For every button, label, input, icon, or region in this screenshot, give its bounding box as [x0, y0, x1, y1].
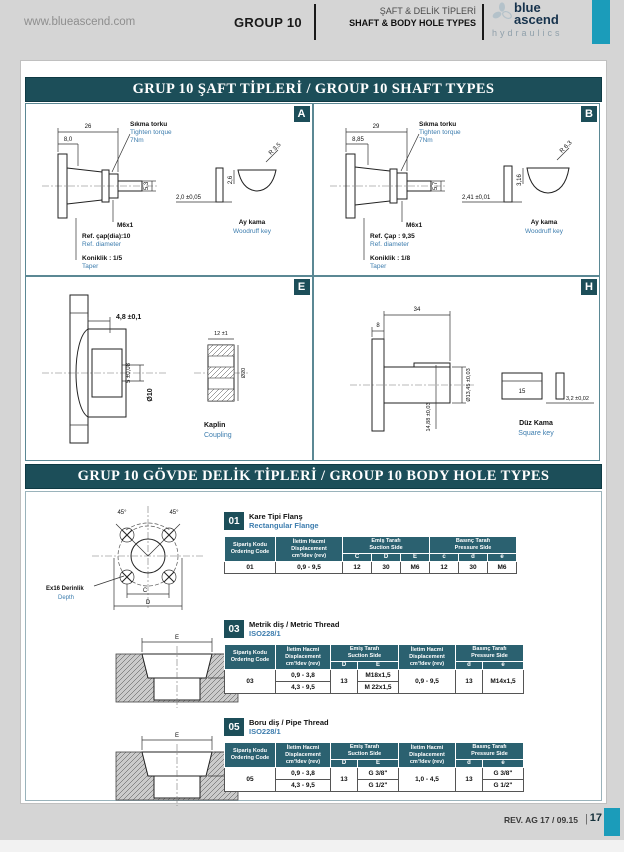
taper-label-en: Taper	[82, 263, 99, 270]
cell-E: M6	[401, 562, 430, 574]
dim-flat: 14,88 ±0,03	[425, 402, 432, 432]
angle-right-label: 45°	[169, 510, 179, 516]
taper-label-tr: Koniklik : 1/8	[369, 255, 410, 262]
dim-total: 29	[372, 124, 379, 130]
key-label-en: Woodruff key	[524, 228, 563, 235]
dim-total: 34	[413, 307, 420, 313]
page-header	[0, 0, 624, 44]
subcol-d: d	[459, 553, 488, 562]
cell-d: 30	[459, 562, 488, 574]
table-05	[224, 742, 524, 792]
subcol-e: e	[483, 661, 524, 670]
cell-disp-1: 0,9 - 3,8	[276, 768, 331, 780]
dim-c-label: C	[142, 588, 148, 594]
dim-end: 5,7	[432, 181, 439, 191]
cell-e-2: G 1/2"	[483, 780, 524, 792]
key-size: 3,2 ±0,02	[565, 396, 589, 402]
shaft-panel-a	[25, 103, 313, 276]
cell-E-1: G 3/8"	[358, 768, 399, 780]
coupling-dia: Ø20	[241, 367, 247, 379]
col-ordering: Sipariş Kodu Ordering Code	[225, 645, 276, 670]
cell-c: 12	[430, 562, 459, 574]
dim-e-label: E	[174, 733, 180, 739]
key-label-tr: Ay kama	[238, 219, 266, 226]
logo-line-hydraulics: hydraulics	[492, 27, 563, 38]
ref-label-en: Ref. diameter	[369, 241, 409, 248]
shaft-panel-b	[313, 103, 601, 276]
footer-separator: |	[585, 813, 588, 825]
shaft-panels-grid	[25, 103, 600, 461]
cell-E-1: M18x1,5	[358, 670, 399, 682]
dim-e-label: E	[174, 635, 180, 641]
cell-D: 13	[331, 768, 358, 792]
cell-d: 13	[456, 670, 483, 694]
depth-label-tr: Ex16 Derinlik	[46, 586, 84, 592]
shaft-section-title: GRUP 10 ŞAFT TİPLERİ / GROUP 10 SHAFT TYPES	[25, 77, 602, 102]
subcol-c: c	[430, 553, 459, 562]
shaft-b-drawing	[314, 104, 598, 272]
cell-disp-1b: 4,3 - 9,5	[276, 780, 331, 792]
subcol-D: D	[372, 553, 401, 562]
cell-E-2: G 1/2"	[358, 780, 399, 792]
block-05-title: Boru diş / Pipe Thread	[249, 718, 329, 727]
torque-label-en: Tighten torque	[418, 129, 461, 136]
ref-label-en: Ref. diameter	[82, 241, 122, 248]
block-05-number: 05	[224, 718, 244, 736]
col-displacement: İletim Hacmi Displacement cm³/dev (rev)	[276, 537, 343, 562]
coupling-label-en: Coupling	[204, 432, 232, 439]
ref-label-tr: Ref. Çap : 9,35	[369, 233, 415, 240]
shaft-panel-h	[313, 276, 601, 461]
page-number: 17	[589, 812, 602, 824]
col-suction: Emiş Tarafı Suction Side	[331, 743, 399, 760]
cell-code: 05	[225, 768, 276, 792]
cell-disp-1: 0,9 - 3,8	[276, 670, 331, 682]
taper-label-en: Taper	[369, 263, 386, 270]
subcol-E: E	[358, 661, 399, 670]
logo-line-ascend: ascend	[514, 12, 559, 28]
dim-flange: 8	[375, 323, 380, 329]
dim-total: 26	[84, 124, 92, 130]
col-suction: Emiş Tarafı Suction Side	[331, 645, 399, 662]
block-05-heading	[224, 718, 329, 736]
key-width: 2,41 ±0,01	[461, 195, 490, 201]
table-01-row	[225, 562, 517, 574]
cell-disp-2: 0,9 - 9,5	[399, 670, 456, 694]
key-length: 15	[518, 389, 525, 395]
group-label: GROUP 10	[234, 15, 302, 30]
angle-left-label: 45°	[117, 510, 127, 516]
dim-dia: Ø10	[147, 388, 154, 402]
col-suction: Emiş Tarafı Suction Side	[343, 537, 430, 554]
subcol-E: E	[358, 759, 399, 768]
dim-flange: 8,0	[63, 137, 73, 143]
cell-E-2: M 22x1,5	[358, 682, 399, 694]
key-height: 2,6	[228, 175, 234, 185]
panel-b-badge: B	[581, 106, 597, 122]
col-ordering: Sipariş Kodu Ordering Code	[225, 743, 276, 768]
key-label-tr: Düz Kama	[518, 420, 553, 427]
torque-label-tr: Sıkma torku	[130, 121, 168, 128]
subcol-D: D	[331, 661, 358, 670]
col-displacement: İletim Hacmi Displacement cm³/dev (rev)	[276, 645, 331, 670]
cell-D: 30	[372, 562, 401, 574]
table-05-row-1	[225, 768, 524, 780]
coupling-label-tr: Kaplin	[204, 422, 226, 429]
taper-label-tr: Koniklik : 1/5	[82, 255, 123, 262]
block-01-title-tr: Kare Tipi Flanş	[249, 512, 303, 521]
cell-e-1: G 3/8"	[483, 768, 524, 780]
dim-flange: 8,85	[351, 137, 364, 143]
table-01	[224, 536, 517, 574]
flange-01-geometry	[92, 506, 204, 610]
website-url: www.blueascend.com	[24, 16, 136, 28]
page-footer	[0, 808, 624, 838]
block-01-number: 01	[224, 512, 244, 530]
body-hole-content	[25, 491, 602, 801]
col-pressure: Basınç Tarafı Pressure Side	[456, 645, 524, 662]
col-pressure: Basınç Tarafı Pressure Side	[430, 537, 517, 554]
torque-label-tr: Sıkma torku	[418, 121, 456, 128]
block-05-iso: ISO228/1	[249, 727, 281, 736]
subcol-C: C	[343, 553, 372, 562]
bottom-margin	[0, 840, 624, 852]
dim-dia: Ø13,45 ±0,03	[465, 368, 472, 402]
cell-disp-2: 1,0 - 4,5	[399, 768, 456, 792]
brand-logo	[492, 2, 592, 38]
depth-label-en: Depth	[58, 595, 75, 601]
key-radius: R 6,3	[558, 140, 573, 155]
dim-depth: 4,8 ±0,1	[116, 314, 142, 321]
table-03	[224, 644, 524, 694]
header-divider	[314, 4, 316, 40]
page-body	[20, 60, 607, 804]
woodruff-key-b-geometry	[462, 148, 569, 202]
shaft-h-drawing	[314, 277, 598, 457]
flange-01-drawing	[42, 500, 242, 612]
panel-h-badge: H	[581, 279, 597, 295]
subcol-D: D	[331, 759, 358, 768]
torque-value: 7Nm	[418, 137, 433, 144]
shaft-e-drawing	[26, 277, 310, 457]
block-03-heading	[224, 620, 339, 638]
key-label-en: Woodruff key	[232, 228, 272, 235]
thread-label: M6x1	[117, 222, 134, 229]
col-pressure: Basınç Tarafı Pressure Side	[456, 743, 524, 760]
flange-e-geometry	[42, 295, 166, 443]
header-divider	[482, 4, 484, 40]
revision-label: REV. AG 17 / 09.15	[503, 815, 578, 825]
body-section-title: GRUP 10 GÖVDE DELİK TİPLERİ / GROUP 10 BODY HOLE TYPES	[25, 464, 602, 489]
col-displacement: İletim Hacmi Displacement cm³/dev (rev)	[276, 743, 331, 768]
block-01-title-en: Rectangular Flange	[249, 521, 319, 530]
block-01-heading	[224, 512, 319, 530]
shaft-h-geometry	[350, 311, 474, 431]
cell-e: M14x1,5	[483, 670, 524, 694]
cell-C: 12	[343, 562, 372, 574]
panel-a-badge: A	[294, 106, 310, 122]
subcol-d: d	[456, 661, 483, 670]
header-subtitle	[320, 6, 476, 29]
torque-value: 7Nm	[130, 137, 144, 144]
table-03-row-1	[225, 670, 524, 682]
logo-line-blue: blue	[514, 0, 541, 15]
footer-accent-bar	[604, 808, 620, 836]
block-03-title: Metrik diş / Metric Thread	[249, 620, 340, 629]
col-displacement-2: İletim Hacmi Displacement cm³/dev (rev)	[399, 743, 456, 768]
block-03-number: 03	[224, 620, 244, 638]
cell-D: 13	[331, 670, 358, 694]
key-label-en: Square key	[517, 430, 554, 437]
key-width: 2,0 ±0,05	[176, 195, 201, 201]
cell-displacement: 0,9 - 9,5	[276, 562, 343, 574]
subtitle-english: SHAFT & BODY HOLE TYPES	[349, 17, 476, 28]
panel-e-badge: E	[294, 279, 310, 295]
cell-code: 03	[225, 670, 276, 694]
pinwheel-icon	[492, 2, 512, 24]
cell-code: 01	[225, 562, 276, 574]
cell-disp-1b: 4,3 - 9,5	[276, 682, 331, 694]
dim-key: 5 ±0,08	[126, 363, 132, 383]
subtitle-turkish: ŞAFT & DELİK TİPLERİ	[379, 6, 476, 16]
subcol-E: E	[401, 553, 430, 562]
cell-d: 13	[456, 768, 483, 792]
block-03-iso: ISO228/1	[249, 629, 281, 638]
key-label-tr: Ay kama	[530, 219, 557, 226]
key-radius: R 3,5	[268, 142, 283, 157]
header-accent-bar	[592, 0, 610, 44]
ref-label-tr: Ref. çap(dia):10	[82, 233, 131, 240]
logo-wordmark	[514, 2, 559, 27]
cell-e: M6	[488, 562, 517, 574]
coupling-geometry	[194, 339, 248, 401]
dim-end: 5,3	[144, 181, 150, 191]
torque-label-en: Tighten torque	[130, 129, 172, 136]
thread-label: M6x1	[405, 222, 422, 229]
subcol-d: d	[456, 759, 483, 768]
col-displacement-2: İletim Hacmi Displacement cm³/dev (rev)	[399, 645, 456, 670]
subcol-e: e	[483, 759, 524, 768]
key-height: 3,16	[516, 174, 523, 186]
shaft-a-drawing	[26, 104, 310, 272]
shaft-panel-e	[25, 276, 313, 461]
dim-d-label: D	[145, 600, 151, 606]
col-ordering: Sipariş Kodu Ordering Code	[225, 537, 276, 562]
subcol-e: e	[488, 553, 517, 562]
coupling-width: 12 ±1	[214, 331, 228, 337]
